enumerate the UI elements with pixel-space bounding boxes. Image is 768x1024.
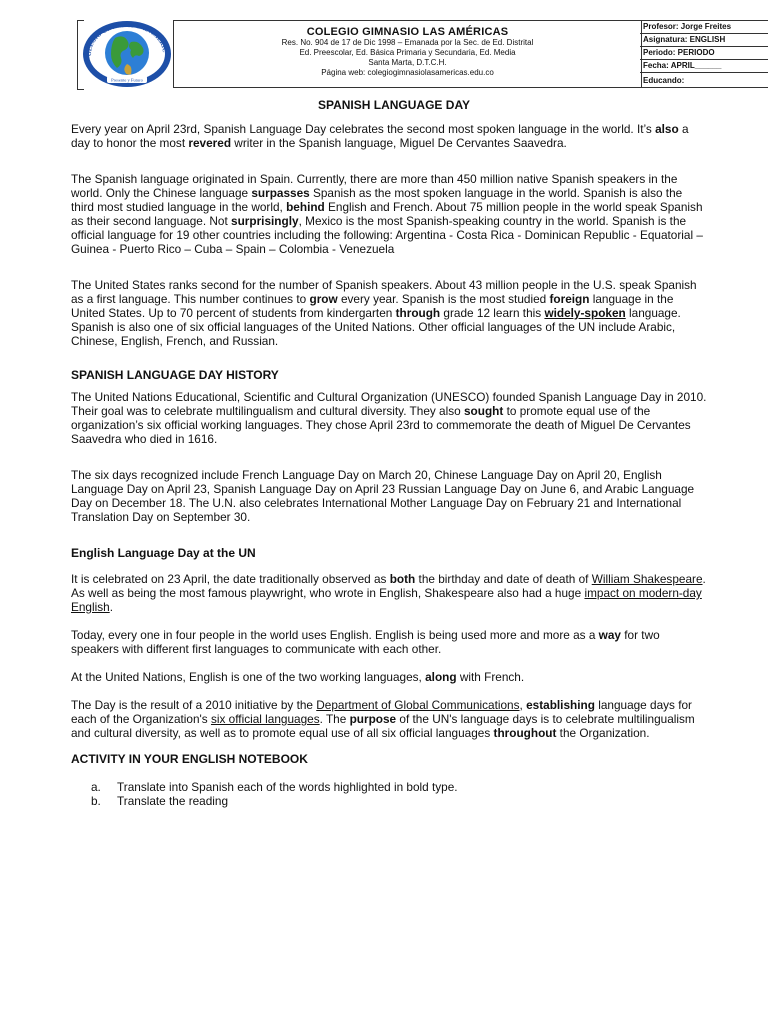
activity-list (71, 780, 707, 808)
website-line: Página web: colegiogimnasiolasamericas.edu.co (321, 68, 494, 77)
paragraph-united-states: The United States ranks second for the number of Spanish speakers. About 43 million people in the U.S. speak Spanish as a first language. This number continues to grow every year. Spanish is the most studied foreign language in the United States. Up to 70 percent of students from kindergarten through grade 12 learn this widely-spoken language. (71, 278, 697, 320)
department-link[interactable]: Department of Global Communications (316, 698, 520, 712)
resolution-line: Res. No. 904 de 17 de Dic 1998 – Emanada por la Sec. de Ed. Distrital (281, 38, 534, 47)
school-name: COLEGIO GIMNASIO LAS AMÉRICAS (306, 26, 509, 38)
svg-text:COLEGIO GIMNASIO LAS AMÉRICAS: OLEGIO GIMNASIO LAS AMÉRIC (85, 21, 169, 57)
paragraph-unesco: The United Nations Educational, Scientific and Cultural Organization (UNESCO) founded Spanish Language Day in 2010. Their goal was to celebrate multilingualism and cultural diversity. They also sought to promote equal use of the organization’s six official working languages. They chose April 23rd to commemorate the death of Miguel De Cervantes Saavedra who died in 1616. (71, 390, 707, 446)
paragraph-initiative: The Day is the result of a 2010 initiative by the Department of Global Communications, establishing language days for each of the Organization's six official languages. The purpose of the UN's language days is to celebrate multilingualism and cultural diversity, as well as to promote equal use of all six official languages throughout the Organization. (71, 698, 695, 740)
six-languages-link[interactable]: six official languages (210, 712, 320, 726)
impact-link[interactable]: impact on modern-day English (71, 586, 702, 614)
un-heading: English Language Day at the UN (71, 546, 256, 560)
paragraph-origin: The Spanish language originated in Spain. Currently, there are more than 450 million native Spanish speakers in the world. Only the Chinese language surpasses Spanish as the most spoken language in the world. Spanish is also the third most studied language in the world, behind English and French. About 75 million people in the world speak Spanish as their second language. Not surprisingly, Mexico is the most Spanish-speaking country in the world. Spanish is the official language for 19 other countries including the following: Argentina - Costa Rica - Dominican Republic - Equatorial – Guinea - Puerto Rico – Cuba – Spain – Colombia - Venezuela (71, 172, 703, 256)
william-shakespeare-link[interactable]: William Shakespeare (591, 572, 703, 586)
profesor-cell: Profesor: Jorge Freites (640, 21, 768, 34)
school-header (77, 20, 732, 88)
school-logo (81, 20, 173, 88)
activity-heading: ACTIVITY IN YOUR ENGLISH NOTEBOOK (71, 752, 308, 766)
asignatura-cell: Asignatura: ENGLISH (640, 34, 768, 47)
city-line: Santa Marta, D.T.C.H. (368, 58, 447, 67)
list-item: b. Translate the reading (91, 794, 229, 808)
page-title: SPANISH LANGUAGE DAY (317, 98, 471, 112)
periodo-cell: Periodo: PERIODO (640, 47, 768, 60)
paragraph-shakespeare: It is celebrated on 23 April, the date traditionally observed as both the birthday and date of death of William Shakespeare. As well as being the most famous playwright, who wrote in English, Shakespeare also had a huge impact on modern-day English. (71, 572, 706, 614)
document-body (71, 98, 707, 808)
paragraph-intro: Every year on April 23rd, Spanish Language Day celebrates the second most spoken language in the world. It’s also a day to honor the most revered writer in the Spanish language, Miguel De Cervantes Saavedra. (71, 122, 689, 150)
school-info-block (173, 20, 642, 88)
svg-text:Presente y Futuro: Presente y Futuro (111, 77, 143, 83)
globe-logo-icon (81, 20, 173, 88)
paragraph-working-languages: At the United Nations, English is one of the two working languages, along with French. (71, 670, 525, 684)
educando-cell: Educando: (643, 76, 685, 85)
history-heading: SPANISH LANGUAGE DAY HISTORY (71, 368, 279, 382)
fecha-cell: Fecha: APRIL______ (640, 60, 768, 73)
teacher-info-table (640, 20, 768, 88)
education-levels-line: Ed. Preescolar, Ed. Básica Primaria y Secundaria, Ed. Media (299, 48, 516, 57)
paragraph-six-days: The six days recognized include French Language Day on March 20, Chinese Language Day on April 20, English Language Day on April 23, Spanish Language Day on April 23 Russian Language Day on June 6, and Arabic Language Day on December 18. The U.N. also celebrates International Mother Language Day on February 21 and International Translation Day on September 30. (71, 468, 695, 524)
list-item: a. Translate into Spanish each of the words highlighted in bold type. (91, 780, 458, 794)
paragraph-today: Today, every one in four people in the world uses English. English is being used more and more as a way for two speakers with different first languages to communicate with each other. (71, 628, 660, 656)
paragraph-un-languages: Spanish is also one of six official languages of the United Nations. Other official languages of the UN include Arabic, Chinese, English, French, and Russian. (71, 320, 676, 348)
